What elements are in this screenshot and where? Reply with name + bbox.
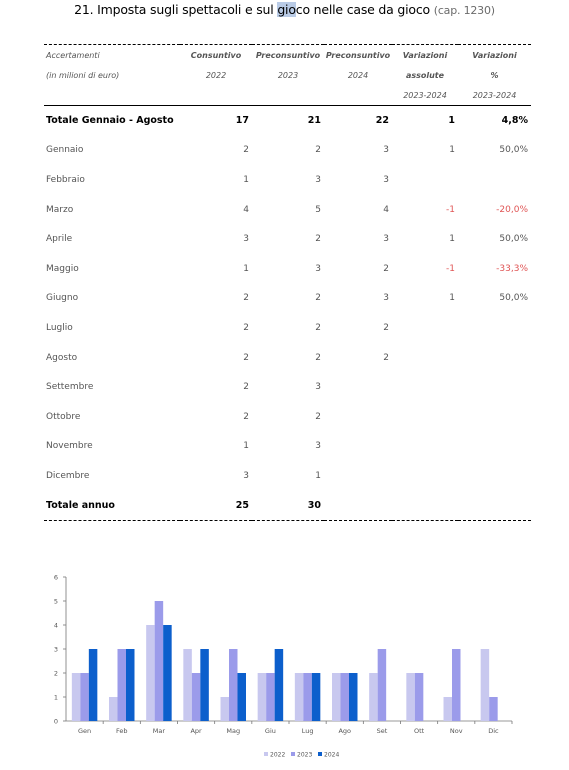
- header-variazioni-percent: Variazioni: [458, 45, 531, 66]
- value-2022: 4: [243, 204, 249, 215]
- table-row: [44, 224, 531, 254]
- value-2022: 2: [243, 352, 249, 363]
- variation-percent: -20,0%: [496, 204, 528, 215]
- x-tick-label: Set: [376, 727, 388, 735]
- value-2022: 3: [243, 234, 249, 245]
- value-2022: 1: [243, 263, 249, 274]
- value-2024: 3: [383, 174, 389, 185]
- page-title: [0, 2, 569, 17]
- value-2023: 2: [315, 322, 321, 333]
- table-row: [44, 432, 531, 462]
- value-2023: 5: [315, 204, 321, 215]
- legend-swatch-2022: [264, 752, 268, 756]
- y-tick-label: 4: [53, 621, 58, 630]
- title-highlight: gio: [277, 2, 296, 17]
- value-2023: 2: [315, 411, 321, 422]
- variation-absolute: [392, 313, 458, 343]
- bar-2023-feb: [118, 649, 127, 721]
- table-row: [44, 195, 531, 225]
- row-label: Settembre: [46, 382, 94, 393]
- bar-2024-ago: [349, 673, 358, 721]
- row-label: Aprile: [46, 234, 73, 245]
- variation-percent: [458, 343, 531, 373]
- bar-2023-giu: [266, 673, 275, 721]
- bar-2023-lug: [303, 673, 312, 721]
- bar-2022-apr: [183, 649, 192, 721]
- bar-2022-mar: [146, 625, 155, 721]
- row-label: Ottobre: [46, 411, 81, 422]
- row-label: Marzo: [46, 204, 74, 215]
- legend-swatch-2023: [291, 752, 295, 756]
- bar-2023-dic: [489, 697, 498, 721]
- table-row: [44, 402, 531, 432]
- x-tick-label: Nov: [449, 727, 463, 735]
- table-row: [44, 136, 531, 166]
- row-label: Maggio: [46, 263, 79, 274]
- header-year-2022: 2022: [205, 70, 227, 80]
- row-label: Agosto: [46, 352, 78, 363]
- variation-percent: [458, 432, 531, 462]
- bar-2022-nov: [444, 697, 453, 721]
- row-label: Totale annuo: [44, 491, 180, 521]
- value-2024: [324, 491, 392, 521]
- value-2022: 25: [180, 491, 252, 521]
- table-row: [44, 313, 531, 343]
- header-variazioni-assolute: Variazioni: [392, 45, 458, 66]
- value-2023: 3: [315, 263, 321, 274]
- variation-percent: 50,0%: [499, 234, 528, 245]
- x-tick-label: Mar: [152, 727, 166, 735]
- variation-percent: 4,8%: [501, 115, 528, 127]
- value-2023: 2: [315, 293, 321, 304]
- row-label: Giugno: [46, 293, 79, 304]
- table-header-row: [44, 65, 531, 85]
- variation-percent: [458, 491, 531, 521]
- bar-2024-gen: [89, 649, 98, 721]
- variation-percent: [458, 165, 531, 195]
- data-table: [44, 44, 531, 521]
- value-2024: [324, 372, 392, 402]
- row-label: Novembre: [46, 441, 93, 452]
- header-assolute: assolute: [405, 70, 445, 80]
- legend-label: 2022: [270, 751, 286, 759]
- header-preconsuntivo-2023: Preconsuntivo: [252, 45, 324, 66]
- value-2022: 2: [243, 411, 249, 422]
- row-label: Dicembre: [46, 470, 90, 481]
- total-row: [44, 491, 531, 521]
- bar-2022-dic: [481, 649, 490, 721]
- variation-absolute: [392, 461, 458, 491]
- x-tick-label: Mag: [226, 727, 241, 735]
- header-year-2023: 2023: [277, 70, 299, 80]
- x-tick-label: Ago: [338, 727, 352, 735]
- header-percent: %: [490, 70, 499, 80]
- bar-2022-gen: [72, 673, 81, 721]
- bar-chart: [40, 568, 520, 764]
- y-tick-label: 1: [53, 693, 58, 702]
- value-2023: 3: [315, 441, 321, 452]
- bar-2023-nov: [452, 649, 461, 721]
- header-preconsuntivo-2024: Preconsuntivo: [324, 45, 392, 66]
- table-header-row: [44, 45, 531, 66]
- row-label: Febbraio: [46, 174, 85, 185]
- y-tick-label: 5: [53, 597, 58, 606]
- header-unit: (in milioni di euro): [46, 70, 120, 80]
- bar-2024-apr: [200, 649, 209, 721]
- variation-percent: [458, 372, 531, 402]
- bar-2024-lug: [312, 673, 321, 721]
- bar-2023-apr: [192, 673, 201, 721]
- variation-percent: [458, 313, 531, 343]
- table-row: [44, 165, 531, 195]
- value-2023: 21: [307, 115, 321, 127]
- value-2023: 2: [315, 352, 321, 363]
- value-2022: 2: [243, 293, 249, 304]
- bar-2022-ott: [406, 673, 415, 721]
- row-label: Gennaio: [46, 145, 84, 156]
- x-tick-label: Gen: [78, 727, 92, 735]
- bar-2024-mag: [238, 673, 247, 721]
- legend-swatch-2024: [318, 752, 322, 756]
- bar-2022-ago: [332, 673, 341, 721]
- y-tick-label: 6: [53, 573, 58, 582]
- bar-2022-giu: [258, 673, 267, 721]
- variation-percent: 50,0%: [499, 293, 528, 304]
- variation-absolute: 1: [449, 293, 455, 304]
- variation-absolute: [392, 491, 458, 521]
- bar-2023-ago: [341, 673, 350, 721]
- title-text: 21. Imposta sugli spettacoli e sul: [74, 2, 278, 17]
- variation-percent: [458, 461, 531, 491]
- y-tick-label: 0: [53, 717, 58, 726]
- value-2022: 3: [243, 470, 249, 481]
- variation-absolute: 1: [449, 234, 455, 245]
- x-tick-label: Feb: [115, 727, 128, 735]
- bar-2022-mag: [221, 697, 230, 721]
- header-year-2024: 2024: [347, 70, 369, 80]
- title-text-rest: co nelle case da gioco: [295, 2, 430, 17]
- variation-percent: 50,0%: [499, 145, 528, 156]
- variation-absolute: [392, 402, 458, 432]
- value-2023: 3: [315, 382, 321, 393]
- value-2022: 2: [243, 382, 249, 393]
- bar-2022-feb: [109, 697, 118, 721]
- variation-absolute: -1: [446, 204, 455, 215]
- table-header-row: [44, 85, 531, 106]
- variation-absolute: [392, 372, 458, 402]
- variation-absolute: [392, 165, 458, 195]
- value-2024: 2: [383, 322, 389, 333]
- bar-2024-mar: [163, 625, 172, 721]
- bar-2022-set: [369, 673, 378, 721]
- value-2024: 4: [383, 204, 389, 215]
- value-2023: 2: [315, 145, 321, 156]
- total-row: [44, 106, 531, 136]
- value-2024: 2: [383, 352, 389, 363]
- header-accertamenti: Accertamenti: [44, 45, 180, 66]
- table-row: [44, 284, 531, 314]
- table-row: [44, 372, 531, 402]
- table-row: [44, 461, 531, 491]
- bar-2023-mar: [155, 601, 164, 721]
- value-2022: 1: [243, 441, 249, 452]
- variation-percent: [458, 402, 531, 432]
- value-2024: 3: [383, 293, 389, 304]
- bar-2024-giu: [275, 649, 284, 721]
- header-consuntivo: Consuntivo: [180, 45, 252, 66]
- variation-percent: -33,3%: [496, 263, 528, 274]
- variation-absolute: 1: [448, 115, 455, 127]
- value-2024: [324, 432, 392, 462]
- value-2024: 3: [383, 234, 389, 245]
- variation-absolute: [392, 432, 458, 462]
- value-2023: 1: [315, 470, 321, 481]
- value-2023: 3: [315, 174, 321, 185]
- y-tick-label: 2: [53, 669, 58, 678]
- legend-label: 2023: [297, 751, 313, 759]
- x-tick-label: Giu: [264, 727, 276, 735]
- bar-2022-lug: [295, 673, 304, 721]
- x-tick-label: Lug: [301, 727, 314, 735]
- row-label: Luglio: [46, 322, 73, 333]
- header-period-abs: 2023-2024: [392, 85, 458, 106]
- value-2024: [324, 402, 392, 432]
- value-2023: 30: [252, 491, 324, 521]
- value-2024: 22: [375, 115, 389, 127]
- variation-absolute: 1: [449, 145, 455, 156]
- value-2024: 2: [383, 263, 389, 274]
- title-chapter: (cap. 1230): [433, 4, 495, 17]
- x-tick-label: Dic: [488, 727, 499, 735]
- table-row: [44, 343, 531, 373]
- y-tick-label: 3: [53, 645, 58, 654]
- bar-2023-mag: [229, 649, 238, 721]
- x-tick-label: Apr: [190, 727, 202, 735]
- row-label: Totale Gennaio - Agosto: [46, 115, 174, 127]
- bar-2023-ott: [415, 673, 424, 721]
- value-2023: 2: [315, 234, 321, 245]
- legend-label: 2024: [324, 751, 340, 759]
- value-2024: [324, 461, 392, 491]
- table-row: [44, 254, 531, 284]
- value-2022: 2: [243, 145, 249, 156]
- value-2022: 2: [243, 322, 249, 333]
- variation-absolute: [392, 343, 458, 373]
- bar-2023-set: [378, 649, 387, 721]
- x-tick-label: Ott: [413, 727, 425, 735]
- value-2022: 1: [243, 174, 249, 185]
- value-2022: 17: [235, 115, 249, 127]
- variation-absolute: -1: [446, 263, 455, 274]
- bar-2024-feb: [126, 649, 135, 721]
- bar-2023-gen: [80, 673, 89, 721]
- header-period-pct: 2023-2024: [458, 85, 531, 106]
- value-2024: 3: [383, 145, 389, 156]
